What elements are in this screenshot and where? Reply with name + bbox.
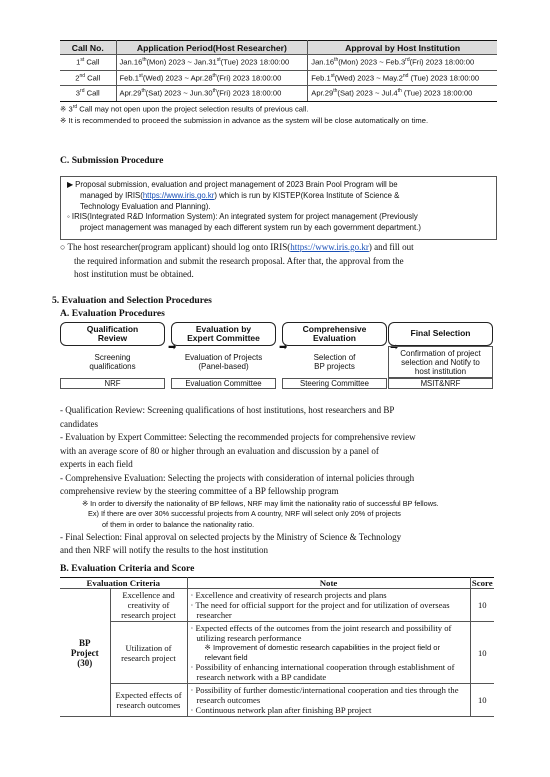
list-item: - Evaluation by Expert Committee: Selecting the recommended projects for comprehensive review with an average score of 80 or higher through an evaluation and discussion by a panel of experts in each field — [60, 432, 416, 469]
flow-step-title: Comprehensive Evaluation — [282, 322, 387, 346]
iris-link[interactable]: https://www.iris.go.kr — [290, 242, 369, 252]
approval-period-cell: Apr.29th(Sat) 2023 ~ Jul.4th (Tue) 2023 18:00:00 — [308, 86, 497, 102]
header-application-period: Application Period(Host Researcher) — [116, 41, 308, 55]
table-row — [60, 70, 497, 86]
list-item: - Final Selection: Final approval on selected projects by the Ministry of Science & Technology and then NRF will notify the results to the host institution — [60, 531, 402, 556]
arrow-right-icon: ➡ — [279, 342, 288, 353]
nationality-note: ※ In order to diversify the nationality of BP fellows, NRF may limit the nationality ratio of successful BP fellows. — [82, 498, 439, 508]
call-number-cell: 3rd Call — [60, 86, 116, 102]
box-line: project management was managed by each different system run by each government department.) — [80, 223, 421, 233]
header-score: Score — [471, 578, 493, 588]
flow-step — [171, 322, 276, 389]
flow-step-owner: Steering Committee — [282, 378, 387, 389]
flow-step — [282, 322, 387, 389]
table-row — [60, 55, 497, 71]
section-5a-heading: A. Evaluation Procedures — [60, 308, 165, 319]
flow-step — [388, 322, 493, 389]
section-5-heading: 5. Evaluation and Selection Procedures — [52, 295, 212, 306]
criterion-note: · Expected effects of the outcomes from the joint research and possibility of utilizing research performance ※ Improvement of domestic research capabilities in the project field or relevant field · Possibility of enhancing international cooperation through establishment of research network with a BP candidate — [187, 622, 470, 684]
box-line: Technology Evaluation and Planning). — [80, 201, 211, 211]
table-row — [60, 86, 497, 102]
flow-step-owner: NRF — [60, 378, 165, 389]
flow-step-description: Selection of BP projects — [313, 353, 356, 371]
evaluation-steps-list — [60, 404, 500, 558]
section-5b-heading: B. Evaluation Criteria and Score — [60, 563, 195, 574]
criterion-score: 10 — [470, 622, 494, 684]
application-period-cell: Jan.16th(Mon) 2023 ~ Jan.31st(Tue) 2023 18:00:00 — [116, 55, 308, 71]
table-row — [60, 589, 494, 622]
table-header-row — [60, 41, 497, 55]
flow-step-owner: Evaluation Committee — [171, 378, 276, 389]
approval-period-cell: Feb.1st(Wed) 2023 ~ May.2nd (Tue) 2023 18:00:00 — [308, 70, 497, 86]
evaluation-criteria-table — [60, 577, 494, 717]
iris-link[interactable]: https://www.iris.go.kr — [142, 190, 215, 200]
flow-step-owner: MSIT&NRF — [388, 378, 493, 389]
call-number-cell: 1st Call — [60, 55, 116, 71]
approval-period-cell: Jan.16th(Mon) 2023 ~ Feb.3rd(Fri) 2023 18:00:00 — [308, 55, 497, 71]
host-researcher-paragraph: ○ The host researcher(program applicant) should log onto IRIS(https://www.iris.go.kr) and fill out the required information and submit the research proposal. After that, the approval from the host institution must be obtained. — [60, 242, 414, 279]
call-number-cell: 2nd Call — [60, 70, 116, 86]
table-header-row — [60, 578, 494, 589]
flow-step-title: Evaluation by Expert Committee — [171, 322, 276, 346]
call-schedule-table — [60, 40, 497, 102]
criterion-name: Expected effects of research outcomes — [110, 684, 187, 717]
flow-step-description: Confirmation of project selection and Notify to host institution — [388, 346, 493, 378]
note-submission-advance: ※ It is recommended to proceed the submission in advance as the system will be close automatically on time. — [60, 116, 429, 125]
criterion-score: 10 — [470, 589, 494, 622]
criterion-name: Utilization of research project — [110, 622, 187, 684]
list-item: - Qualification Review: Screening qualifications of host institutions, host researchers and BP candidates — [60, 405, 395, 429]
header-criteria: Evaluation Criteria — [60, 578, 187, 589]
list-item: - Comprehensive Evaluation: Selecting the projects with consideration of internal policies through comprehensive review by the steering committee of a BP fellowship program — [60, 472, 415, 496]
flow-step-title: Final Selection — [388, 322, 493, 346]
criterion-note: · Excellence and creativity of research projects and plans · The need for official support for the project and for utilization of overseas researcher — [187, 589, 470, 622]
flow-step — [60, 322, 165, 389]
application-period-cell: Apr.29th(Sat) 2023 ~ Jun.30th(Fri) 2023 18:00:00 — [116, 86, 308, 102]
application-period-cell: Feb.1st(Wed) 2023 ~ Apr.28th(Fri) 2023 18:00:00 — [116, 70, 308, 86]
criterion-name: Excellence and creativity of research project — [110, 589, 187, 622]
box-line: ▶ Proposal submission, evaluation and project management of 2023 Brain Pool Program will be — [67, 180, 398, 189]
criterion-note: · Possibility of further domestic/international cooperation and ties through the research outcomes · Continuous network plan after finishing BP project — [187, 684, 470, 717]
nationality-example: Ex) If there are over 30% successful projects from A country, NRF will select only 20% of projects — [88, 509, 401, 519]
criterion-score: 10 — [470, 684, 494, 717]
flow-step-description: Evaluation of Projects (Panel-based) — [184, 353, 263, 371]
note-third-call: ※ 3rd Call may not open upon the project selection results of previous call. — [60, 104, 309, 114]
flow-step-description: Screening qualifications — [89, 353, 136, 371]
box-line: ◦ IRIS(Integrated R&D Information System): An integrated system for project management (Previously — [67, 212, 418, 222]
table-row — [60, 622, 494, 684]
category-bp-project: BP Project (30) — [60, 589, 110, 717]
table-row — [60, 684, 494, 717]
header-call-no: Call No. — [60, 41, 116, 55]
arrow-right-icon: ➡ — [390, 342, 399, 353]
flow-step-title: Qualification Review — [60, 322, 165, 346]
section-c-heading: C. Submission Procedure — [60, 155, 164, 166]
arrow-right-icon: ➡ — [168, 342, 177, 353]
header-note: Note — [187, 578, 470, 589]
box-line: managed by IRIS(https://www.iris.go.kr) which is run by KISTEP(Korea Institute of Science & — [80, 190, 400, 200]
nationality-example: of them in order to balance the nationality ratio. — [102, 520, 255, 530]
submission-info-box — [60, 176, 497, 240]
header-approval: Approval by Host Institution — [308, 41, 497, 55]
